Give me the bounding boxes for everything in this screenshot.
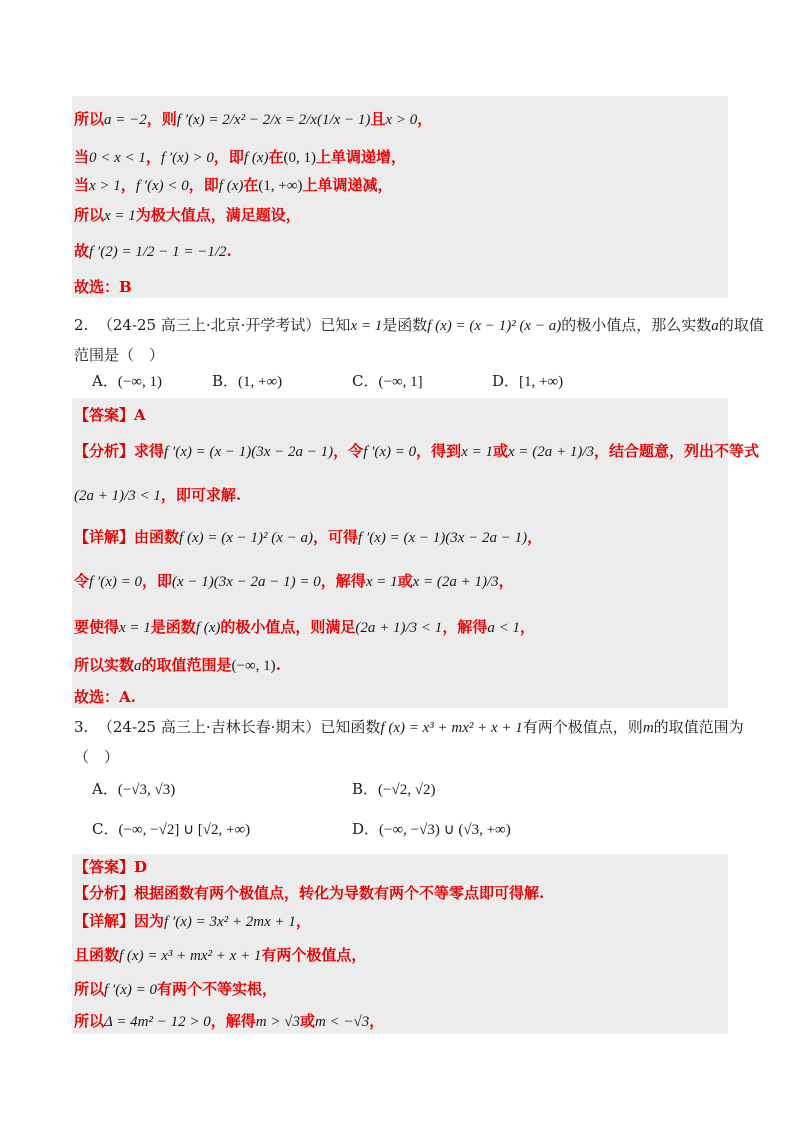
solution1-line5: 故f ′(2) = 1/2 − 1 = −1/2. [74, 242, 232, 260]
q3-option-b[interactable]: B．(−√2, √2) [352, 780, 436, 798]
answer2-analysis-line2: (2a + 1)/3 < 1，即可求解. [74, 486, 242, 504]
answer3-detail-line1: 【详解】因为f ′(x) = 3x² + 2mx + 1， [74, 912, 311, 930]
answer2-analysis-line1: 【分析】求得f ′(x) = (x − 1)(3x − 2a − 1)，令f ′(x) = 0，得到x = 1或x = (2a + 1)/3，结合题意，列出不等式 [74, 442, 760, 460]
answer3-key: 【答案】D [74, 858, 148, 876]
solution1-line4: 所以x = 1为极大值点，满足题设， [74, 206, 301, 224]
answer2-detail-line1: 【详解】由函数f (x) = (x − 1)² (x − a)，可得f ′(x) = (x − 1)(3x − 2a − 1)， [74, 528, 543, 546]
answer3-detail-line3: 所以f ′(x) = 0有两个不等实根， [74, 980, 277, 998]
q3-option-d[interactable]: D．(−∞, −√3) ∪ (√3, +∞) [352, 820, 511, 838]
answer2-choice: 故选：A. [74, 688, 136, 706]
answer2-detail-line4: 所以实数a的取值范围是(−∞, 1). [74, 656, 281, 674]
q3-option-c[interactable]: C．(−∞, −√2] ∪ [√2, +∞) [92, 820, 251, 838]
answer2-key: 【答案】A [74, 406, 146, 424]
solution1-choice: 故选：B [74, 278, 132, 296]
answer2-detail-line2: 令f ′(x) = 0，即(x − 1)(3x − 2a − 1) = 0，解得x = 1或x = (2a + 1)/3， [74, 572, 514, 590]
q2-option-c[interactable]: C．(−∞, 1] [352, 372, 423, 390]
solution1-line1: 所以a = −2，则f ′(x) = 2/x² − 2/x = 2/x(1/x − 1)且x > 0， [74, 110, 433, 128]
question3-stem-line1: 3. （24-25 高三上·吉林长春·期末）已知函数f (x) = x³ + mx² + x + 1有两个极值点，则m的取值范围为 [74, 718, 744, 736]
question2-stem-line2: 范围是（ ） [74, 346, 165, 364]
question2-stem-line1: 2. （24-25 高三上·北京·开学考试）已知x = 1是函数f (x) = (x − 1)² (x − a)的极小值点，那么实数a的取值 [74, 316, 764, 334]
q2-option-d[interactable]: D．[1, +∞) [492, 372, 564, 390]
q3-option-a[interactable]: A．(−√3, √3) [92, 780, 176, 798]
q2-option-b[interactable]: B．(1, +∞) [212, 372, 283, 390]
answer2-detail-line3: 要使得x = 1是函数f (x)的极小值点，则满足(2a + 1)/3 < 1，解得a < 1， [74, 618, 535, 636]
question3-stem-line2: （ ） [74, 748, 120, 766]
answer3-detail-line2: 且函数f (x) = x³ + mx² + x + 1有两个极值点， [74, 946, 367, 964]
answer3-detail-line4: 所以Δ = 4m² − 12 > 0，解得m > √3或m < −√3， [74, 1012, 385, 1030]
answer3-analysis: 【分析】根据函数有两个极值点，转化为导数有两个不等零点即可得解. [74, 884, 545, 902]
q2-option-a[interactable]: A．(−∞, 1) [92, 372, 162, 390]
solution1-line3: 当x > 1，f ′(x) < 0，即f (x)在(1, +∞)上单调递减， [74, 176, 393, 194]
solution1-line2: 当0 < x < 1，f ′(x) > 0，即f (x)在(0, 1)上单调递增， [74, 148, 407, 166]
